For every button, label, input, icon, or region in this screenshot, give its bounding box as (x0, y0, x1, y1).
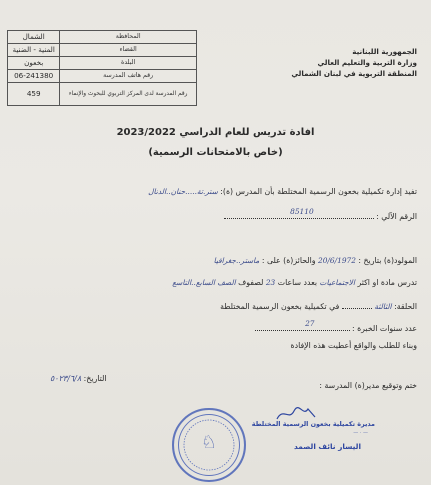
teacher-line (148, 187, 417, 196)
table-cell-value: 459 (8, 83, 60, 106)
date-row (50, 374, 107, 383)
region-name: المنطقة التربوية في لبنان الشمالي (291, 69, 417, 78)
teacher-name: ستر.تة.....حنان..الدنال (148, 187, 218, 196)
date-value: ٥٠٢٣/٦/٨ (50, 374, 82, 383)
table-cell-label: البلدة (60, 57, 197, 70)
experience-value: 27 (305, 319, 315, 328)
school-stamp (172, 408, 246, 482)
degree-value: ماستر..جغرافيا (213, 256, 260, 265)
ministry-name: وزارة التربية والتعليم العالي (317, 58, 417, 67)
republic-name: الجمهورية اللبنانية (352, 47, 417, 56)
teacher-line-label: تفيد إدارة تكميلية بخعون الرسمية المختلطة بأن المدرس (ة): (220, 187, 417, 196)
table-cell-value: المنية - الضنية (8, 44, 60, 57)
id-line (224, 207, 417, 221)
date-label: التاريخ: (83, 374, 107, 383)
page-subtitle: (خاص بالامتحانات الرسمية) (148, 147, 283, 158)
teaching-line (172, 278, 417, 287)
table-cell-value: بخعون (8, 57, 60, 70)
director-org-sub: — · — (353, 430, 368, 436)
cycle-label: الحلقة: (394, 302, 417, 311)
school-info-table (7, 30, 197, 106)
birth-date: 20/6/1972 (318, 256, 356, 265)
page-title: افادة تدريس للعام الدراسي 2023/2022 (116, 127, 315, 138)
classes-label: لصفوف (238, 278, 264, 287)
subject-value: الاجتماعيات (319, 278, 355, 287)
subject-label: تدرس مادة او اكثر (357, 278, 417, 287)
experience-dots (255, 319, 350, 331)
director-org: مديرة تكميلية بخعون الرسمية المختلطة (251, 420, 375, 428)
experience-line (255, 319, 418, 333)
sign-label: ختم وتوقيع مدير(ة) المدرسة : (319, 381, 417, 390)
director-name: اليسار نائف الصمد (294, 442, 361, 451)
table-cell-label: رقم المدرسة لدى المركز التربوي للبحوث والإنماء (60, 83, 197, 106)
table-cell-label: رقم هاتف المدرسة (60, 70, 197, 83)
cycle-value: الثالثة (374, 302, 392, 311)
degree-label: والحائز(ة) على : (261, 256, 316, 265)
table-cell-label: القضاء (60, 44, 197, 57)
hours-value: 23 (265, 278, 276, 287)
hours-label: بعدد ساعات (277, 278, 318, 287)
school-name: في تكميلية بخعون الرسمية المختلطة (220, 302, 340, 311)
id-label: الرقم الآلي : (376, 212, 417, 221)
table-cell-value: 06-241380 (8, 70, 60, 83)
id-number: 85110 (290, 207, 314, 216)
cycle-dots (342, 300, 372, 309)
id-dots (224, 207, 374, 219)
cycle-line (220, 300, 417, 311)
stamp-emblem-icon: ♘ (200, 432, 218, 453)
classes-value: الصف السابع..التاسع (172, 278, 236, 287)
birth-line (214, 256, 417, 265)
experience-label: عدد سنوات الخبرة : (351, 324, 417, 333)
table-cell-label: المحافظة (60, 31, 197, 44)
birth-label: المولود(ة) بتاريخ : (358, 256, 417, 265)
closing-line: وبناء للطلب والواقع أعطيت هذه الإفادة (290, 341, 417, 350)
table-cell-value: الشمال (8, 31, 60, 44)
